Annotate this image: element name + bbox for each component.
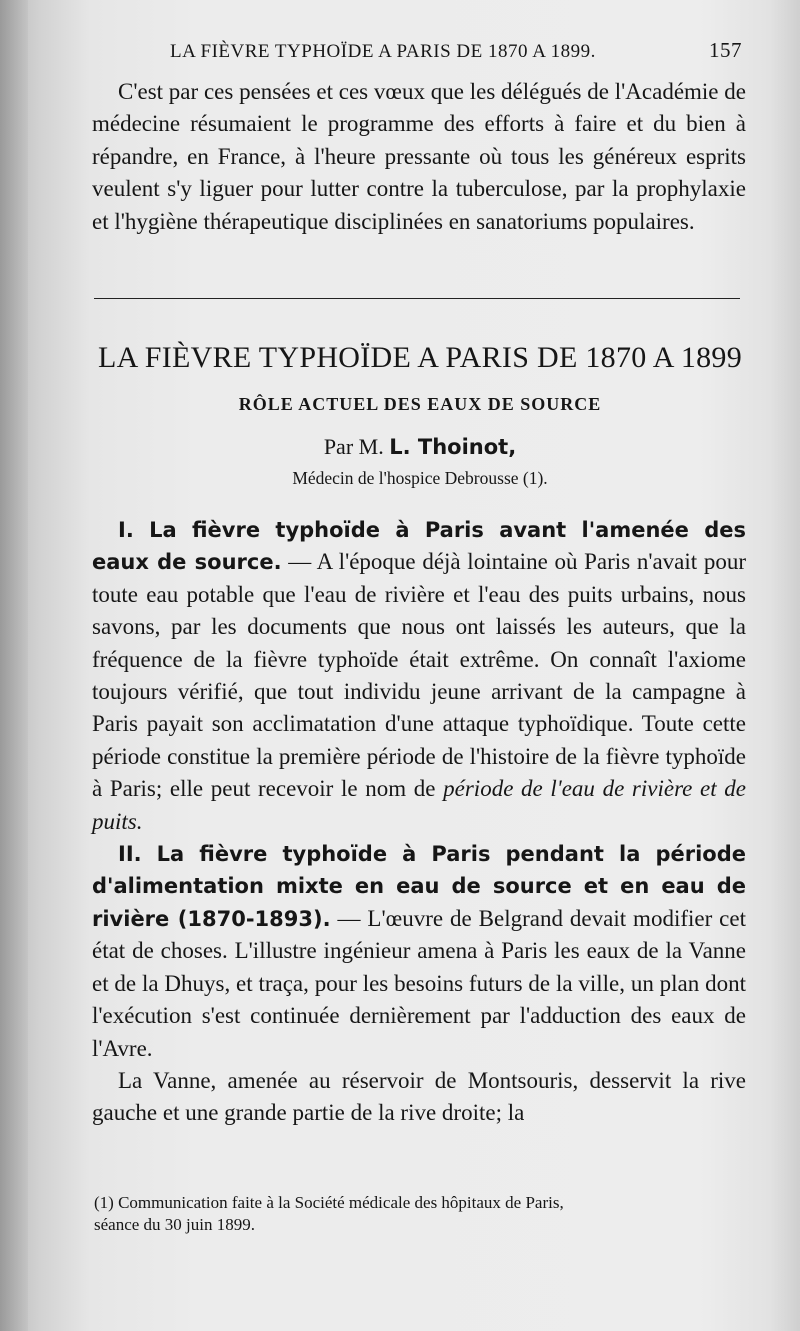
article-subtitle: RÔLE ACTUEL DES EAUX DE SOURCE bbox=[238, 394, 602, 414]
footnote-line-2: séance du 30 juin 1899. bbox=[94, 1215, 255, 1234]
article-author bbox=[92, 434, 748, 460]
intro-block bbox=[92, 76, 746, 238]
book-spine-shadow bbox=[0, 0, 28, 1331]
author-name: L. Thoinot, bbox=[389, 435, 517, 459]
footnote bbox=[94, 1192, 748, 1236]
section-1-body: — A l'époque déjà lointaine où Paris n'avait pour toute eau potable que l'eau de rivière et l'eau des puits urbains, nous savons, par les documents que nous ont laissés les auteurs, que la fréquence de la fièvre typhoïde était extrême. On connaît l'axiome toujours vérifié, que tout individu jeune arrivant de la campagne à Paris payait son acclimatation d'une attaque typhoïdique. Toute cette période constitue la première période de l'histoire de la fièvre typhoïde à Paris; elle peut recevoir le nom de bbox=[92, 549, 746, 802]
section-1-italic-term: période de l'eau de rivière et de puits. bbox=[92, 776, 746, 834]
section-2-paragraph bbox=[92, 838, 746, 1065]
running-title: LA FIÈVRE TYPHOÏDE A PARIS DE 1870 A 1899. bbox=[170, 41, 596, 62]
running-header bbox=[170, 38, 742, 63]
page-number: 157 bbox=[709, 38, 742, 62]
author-affiliation: Médecin de l'hospice Debrousse (1). bbox=[292, 468, 548, 488]
section-1-paragraph bbox=[92, 514, 746, 838]
intro-paragraph: C'est par ces pensées et ces vœux que les délégués de l'Académie de médecine résumaient le programme des efforts à faire et du bien à répandre, en France, à l'heure pressante où tous les généreux esprits veulent s'y liguer pour lutter contre la tuberculose, par la prophylaxie et l'hygiène thérapeutique disciplinées en sanatoriums populaires. bbox=[92, 79, 746, 234]
section-2-body: — L'œuvre de Belgrand devait modifier cet état de choses. L'illustre ingénieur amena à Paris les eaux de la Vanne et de la Dhuys, et traça, pour les besoins futurs de la ville, un plan dont l'exécution s'est continuée dernièrement par l'adduction des eaux de l'Avre. bbox=[92, 905, 746, 1061]
article-title: LA FIÈVRE TYPHOÏDE A PARIS DE 1870 A 1899 bbox=[97, 341, 743, 374]
footnote-line-1: (1) Communication faite à la Société médicale des hôpitaux de Paris, bbox=[94, 1193, 564, 1212]
last-paragraph: La Vanne, amenée au réservoir de Montsouris, desservit la rive gauche et une grande partie de la rive droite; la bbox=[92, 1067, 746, 1126]
section-1-heading: I. La fièvre typhoïde à Paris avant l'amenée des eaux de source. bbox=[92, 518, 746, 575]
section-2-heading: II. La fièvre typhoïde à Paris pendant la période d'alimentation mixte en eau de source et en eau de rivière (1870-1893). bbox=[92, 842, 746, 931]
author-prefix: Par M. bbox=[323, 434, 390, 459]
section-divider bbox=[94, 298, 740, 299]
article-body bbox=[92, 514, 746, 1130]
